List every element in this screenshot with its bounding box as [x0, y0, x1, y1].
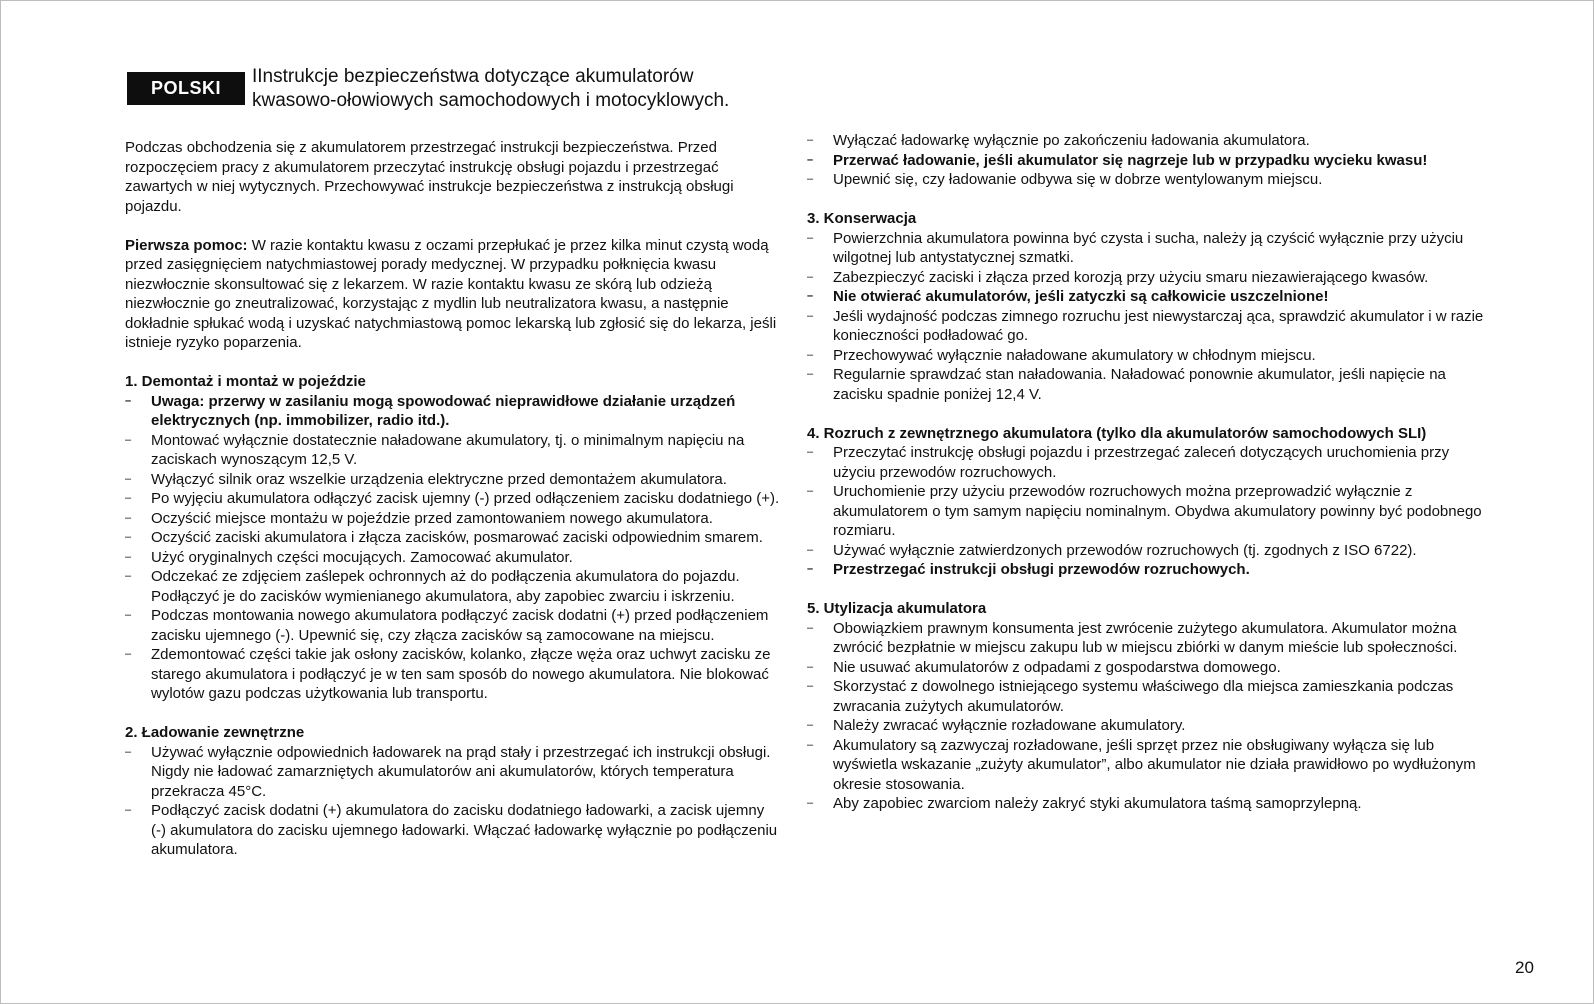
- first-aid-paragraph: [125, 236, 780, 353]
- section-5-list: [807, 619, 1487, 814]
- list-item: – Zdemontować części takie jak osłony zacisków, kolanko, złącze węża oraz uchwyt zacisku ze starego akumulatora i podłączyć je w ten sam sposób do nowego akumulatora. Nie blokować wylotów gazu podczas użytkowania lub transportu.: [125, 645, 780, 704]
- section-2-continued: [807, 131, 1487, 190]
- list-item: – Używać wyłącznie zatwierdzonych przewodów rozruchowych (tj. zgodnych z ISO 6722).: [807, 541, 1487, 561]
- list-item: – Montować wyłącznie dostatecznie naładowane akumulatory, tj. o minimalnym napięciu na zaciskach wynoszącym 12,5 V.: [125, 431, 780, 470]
- title-line-1: IInstrukcje bezpieczeństwa dotyczące akumulatorów: [252, 66, 694, 87]
- title-line-2: kwasowo-ołowiowych samochodowych i motocyklowych.: [252, 90, 730, 111]
- list-item: – Regularnie sprawdzać stan naładowania. Naładować ponownie akumulator, jeśli napięcie na zacisku spadnie poniżej 12,4 V.: [807, 365, 1487, 404]
- list-item: – Odczekać ze zdjęciem zaślepek ochronnych aż do podłączenia akumulatora do pojazdu. Podłączyć je do zacisków wymienianego akumulatora, aby zapobiec zwarciu i iskrzeniu.: [125, 567, 780, 606]
- list-item: – Przechowywać wyłącznie naładowane akumulatory w chłodnym miejscu.: [807, 346, 1487, 366]
- list-item: – Upewnić się, czy ładowanie odbywa się w dobrze wentylowanym miejscu.: [807, 170, 1487, 190]
- language-badge: POLSKI: [127, 72, 245, 105]
- section-1: [125, 372, 780, 704]
- section-2: [125, 723, 780, 860]
- first-aid-label: Pierwsza pomoc:: [125, 236, 248, 254]
- list-item: – Powierzchnia akumulatora powinna być czysta i sucha, należy ją czyścić wyłącznie przy użyciu wilgotnej lub antystatycznej szmatki.: [807, 229, 1487, 268]
- first-aid-text: W razie kontaktu kwasu z oczami przepłukać je przez kilka minut czystą wodą przed zasięgnięciem natychmiastowej porady medycznej. W przypadku połknięcia kwasu niezwłocznie skonsultować się z lekarzem. W razie kontaktu kwasu ze skórą lub odzieżą niezwłocznie go zneutralizować, korzystając z mydlin lub neutralizatora kwasu, a następnie dokładnie spłukać wodą i uzyskać natychmiastową pomoc lekarską lub zgłosić się do lekarza, jeśli istnieje ryzyko poparzenia.: [125, 236, 777, 351]
- list-item: – Przerwać ładowanie, jeśli akumulator się nagrzeje lub w przypadku wycieku kwasu!: [807, 151, 1487, 171]
- section-2-continued-list: [807, 131, 1487, 190]
- list-item: – Nie usuwać akumulatorów z odpadami z gospodarstwa domowego.: [807, 658, 1487, 678]
- intro-paragraph: Podczas obchodzenia się z akumulatorem przestrzegać instrukcji bezpieczeństwa. Przed rozpoczęciem pracy z akumulatorem przeczytać instrukcję obsługi pojazdu i przestrzegać zawartych w niej wytycznych. Przechowywać instrukcje bezpieczeństwa z instrukcją obsługi pojazdu.: [125, 139, 734, 215]
- section-5-heading: 5. Utylizacja akumulatora: [807, 600, 987, 617]
- list-item: – Używać wyłącznie odpowiednich ładowarek na prąd stały i przestrzegać ich instrukcji obsługi. Nigdy nie ładować zamarzniętych akumulatorów ani akumulatorów, których temperatura przekracza 45°C.: [125, 743, 780, 802]
- section-3: [807, 209, 1487, 404]
- section-1-list: [125, 392, 780, 704]
- list-item: – Oczyścić miejsce montażu w pojeździe przed zamontowaniem nowego akumulatora.: [125, 509, 780, 529]
- section-2-heading: 2. Ładowanie zewnętrzne: [125, 724, 305, 741]
- list-item: – Obowiązkiem prawnym konsumenta jest zwrócenie zużytego akumulatora. Akumulator można zwrócić bezpłatnie w miejscu zakupu lub w miejscu zbiórki w danym mieście lub społeczności.: [807, 619, 1487, 658]
- list-item: – Uruchomienie przy użyciu przewodów rozruchowych można przeprowadzić wyłącznie z akumulatorem o tym samym napięciu nominalnym. Obydwa akumulatory powinny być podobnego rozmiaru.: [807, 482, 1487, 541]
- section-4: [807, 424, 1487, 580]
- list-item: – Wyłączać ładowarkę wyłącznie po zakończeniu ładowania akumulatora.: [807, 131, 1487, 151]
- list-item: – Skorzystać z dowolnego istniejącego systemu właściwego dla miejsca zamieszkania podczas zwracania zużytych akumulatorów.: [807, 677, 1487, 716]
- list-item: – Przeczytać instrukcję obsługi pojazdu i przestrzegać zaleceń dotyczących uruchomienia przy użyciu przewodów rozruchowych.: [807, 443, 1487, 482]
- section-4-heading: 4. Rozruch z zewnętrznego akumulatora (tylko dla akumulatorów samochodowych SLI): [807, 424, 1427, 442]
- section-3-list: [807, 229, 1487, 405]
- list-item: – Nie otwierać akumulatorów, jeśli zatyczki są całkowicie uszczelnione!: [807, 287, 1487, 307]
- page-number: 20: [1515, 958, 1534, 977]
- list-item: – Użyć oryginalnych części mocujących. Zamocować akumulator.: [125, 548, 780, 568]
- list-item: – Zabezpieczyć zaciski i złącza przed korozją przy użyciu smaru niezawierającego kwasów.: [807, 268, 1487, 288]
- list-item: – Podczas montowania nowego akumulatora podłączyć zacisk dodatni (+) przed podłączeniem zacisku ujemnego (-). Upewnić się, czy złącza zacisków są zamocowane na miejscu.: [125, 606, 780, 645]
- list-item: – Akumulatory są zazwyczaj rozładowane, jeśli sprzęt przez nie obsługiwany wyłącza się lub wyświetla wskazanie „zużyty akumulator”, albo akumulator nie działa prawidłowo po wydłużonym okresie stosowania.: [807, 736, 1487, 795]
- section-4-list: [807, 443, 1487, 580]
- list-item: – Aby zapobiec zwarciom należy zakryć styki akumulatora taśmą samoprzylepną.: [807, 794, 1487, 814]
- list-item: – Jeśli wydajność podczas zimnego rozruchu jest niewystarczaj ąca, sprawdzić akumulator i w razie konieczności podładować go.: [807, 307, 1487, 346]
- document-title: [252, 65, 812, 113]
- list-item: – Po wyjęciu akumulatora odłączyć zacisk ujemny (-) przed odłączeniem zacisku dodatniego (+).: [125, 489, 780, 509]
- right-column: [807, 131, 1487, 814]
- list-item: – Należy zwracać wyłącznie rozładowane akumulatory.: [807, 716, 1487, 736]
- section-2-list: [125, 743, 780, 860]
- list-item: – Uwaga: przerwy w zasilaniu mogą spowodować nieprawidłowe działanie urządzeń elektrycznych (np. immobilizer, radio itd.).: [125, 392, 780, 431]
- list-item: – Wyłączyć silnik oraz wszelkie urządzenia elektryczne przed demontażem akumulatora.: [125, 470, 780, 490]
- section-1-heading: 1. Demontaż i montaż w pojeździe: [125, 373, 366, 390]
- section-3-heading: 3. Konserwacja: [807, 210, 917, 227]
- list-item: – Oczyścić zaciski akumulatora i złącza zacisków, posmarować zaciski odpowiednim smarem.: [125, 528, 780, 548]
- left-column: [125, 138, 780, 860]
- list-item: – Przestrzegać instrukcji obsługi przewodów rozruchowych.: [807, 560, 1487, 580]
- section-5: [807, 599, 1487, 814]
- list-item: – Podłączyć zacisk dodatni (+) akumulatora do zacisku dodatniego ładowarki, a zacisk ujemny (-) akumulatora do zacisku ujemnego ładowarki. Włączać ładowarkę wyłącznie po podłączeniu akumulatora.: [125, 801, 780, 860]
